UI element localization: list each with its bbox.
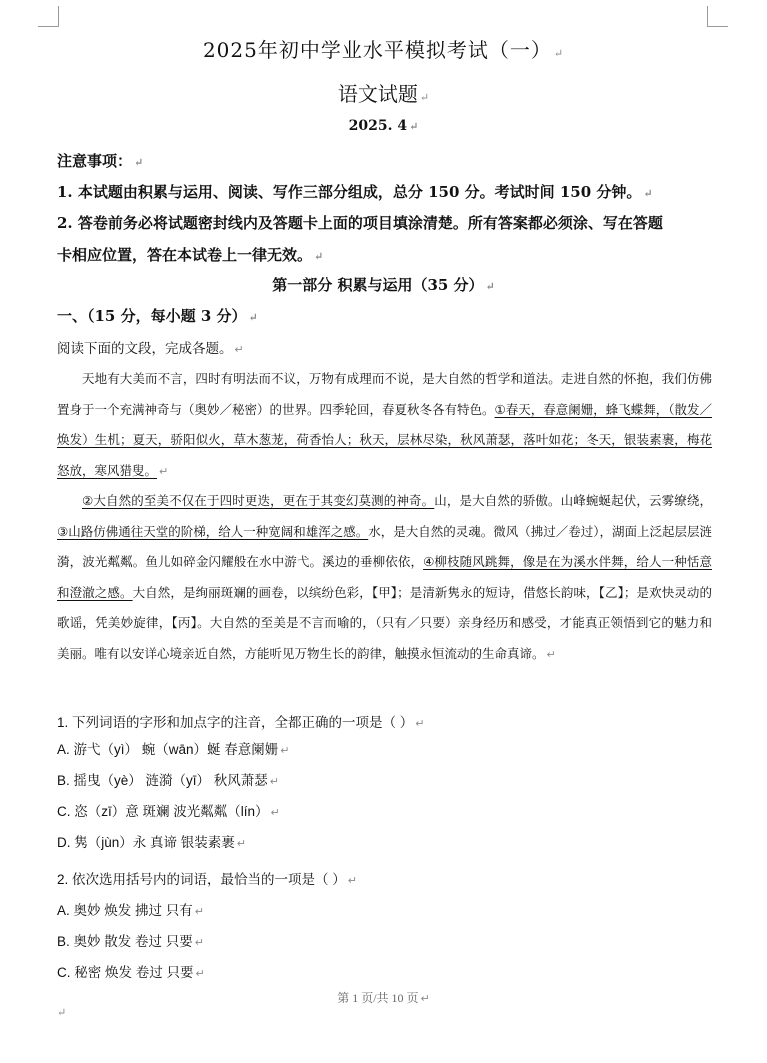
underlined-sentence-4: ④柳枝随风跳舞，像是在为溪水伴舞，给人一种恬意和澄澈之感。 (57, 554, 712, 600)
question-1-option-b: B. 摇曳（yè） 涟漪（yī） 秋风萧瑟 ↵ (57, 773, 279, 788)
section-heading: 一、（15 分，每小题 3 分） ↵ (57, 307, 258, 325)
passage-text: 水，是大自然的灵魂。微风（拂过／卷过），湖面上泛起层层涟漪，波光粼粼。鱼儿如碎金闪耀般在水中游弋。溪边的垂柳依依， (57, 523, 712, 569)
notice-item-1: 1. 本试题由积累与运用、阅读、写作三部分组成，总分 150 分。考试时间 150 分钟。 ↵ (57, 183, 653, 201)
reading-instruction: 阅读下面的文段，完成各题。 ↵ (57, 341, 244, 356)
underlined-sentence-3: ③山路仿佛通往天堂的阶梯，给人一种宽阔和雄浑之感。 (57, 523, 369, 539)
exam-subtitle: 语文试题 ↵ (337, 82, 430, 106)
question-2-option-b: B. 奥妙 散发 卷过 只要 ↵ (57, 934, 204, 949)
notice-heading: 注意事项： ↵ (57, 152, 144, 170)
notice-item-2-line-2: 卡相应位置，答在本试卷上一律无效。 ↵ (57, 246, 324, 264)
question-1-option-c: C. 恣（zī）意 斑斓 波光粼粼（lín） ↵ (57, 804, 280, 819)
question-1-option-d: D. 隽（jùn）永 真谛 银装素裹 ↵ (57, 835, 246, 850)
page-footer: 第 1 页/共 10 页 ↵ (337, 991, 430, 1005)
question-1-option-a: A. 游弋（yì） 蜿（wān）蜒 春意阑姗 ↵ (57, 742, 290, 757)
passage-text: 山，是大自然的骄傲。山峰蜿蜒起伏，云雾缭绕， (434, 493, 712, 508)
part-heading: 第一部分 积累与运用（35 分） ↵ (272, 276, 495, 294)
crop-mark-top-right (707, 6, 728, 27)
passage-text: 大自然，是绚丽斑斓的画卷，以缤纷色彩，【甲】；是清新隽永的短诗，借悠长韵味，【乙】；是欢快灵动的歌谣，凭美妙旋律，【丙】。大自然的至美是不言而喻的，（只有／只要）亲身经历和感受，才能真正领悟到它的魅力和美丽。唯有以安详心境亲近自然，方能听见万物生长的韵律，触摸永恒流动的生命真谛。 (57, 584, 712, 661)
crop-mark-top-left (38, 6, 59, 27)
question-2-option-c: C. 秘密 焕发 卷过 只要 ↵ (57, 965, 205, 980)
question-2-option-a: A. 奥妙 焕发 拂过 只有 ↵ (57, 903, 204, 918)
end-paragraph-mark: ↵ (57, 1006, 67, 1019)
underlined-sentence-1: ①春天，春意阑姗，蜂飞蝶舞，（散发／焕发）生机；夏天，骄阳似火，草木葱茏，荷香怡人；秋天，层林尽染，秋风萧瑟，落叶如花；冬天，银装素裹，梅花怒放，寒风猎叟。 (57, 401, 712, 478)
passage-paragraph-2: ②大自然的至美不仅在于四时更迭，更在于其变幻莫测的神奇。山，是大自然的骄傲。山峰蜿蜒起伏，云雾缭绕，③山路仿佛通往天堂的阶梯，给人一种宽阔和雄浑之感。水，是大自然的灵魂。微风（拂过／卷过），湖面上泛起层层涟漪，波光粼粼。鱼儿如碎金闪耀般在水中游弋。溪边的垂柳依依，④柳枝随风跳舞，像是在为溪水伴舞，给人一种恬意和澄澈之感。大自然，是绚丽斑斓的画卷，以缤纷色彩，【甲】；是清新隽永的短诗，借悠长韵味，【乙】；是欢快灵动的歌谣，凭美妙旋律，【丙】。大自然的至美是不言而喻的，（只有／只要）亲身经历和感受，才能真正领悟到它的魅力和美丽。唯有以安详心境亲近自然，方能听见万物生长的韵律，触摸永恒流动的生命真谛。 ↵ (57, 493, 712, 661)
passage-text: 天地有大美而不言，四时有明法而不议，万物有成理而不说，是大自然的哲学和道法。走进自然的怀抱，我们仿佛置身于一个充满神奇与（奥妙／秘密）的世界。四季轮回，春夏秋冬各有特色。 (57, 371, 712, 417)
exam-title: 2025年初中学业水平模拟考试（一） ↵ (202, 38, 565, 62)
notice-item-2-line-1: 2. 答卷前务必将试题密封线内及答题卡上面的项目填涂清楚。所有答案都必须涂、写在答题 (57, 214, 663, 232)
passage-paragraph-1: 天地有大美而不言，四时有明法而不议，万物有成理而不说，是大自然的哲学和道法。走进自然的怀抱，我们仿佛置身于一个充满神奇与（奥妙／秘密）的世界。四季轮回，春夏秋冬各有特色。①春天，春意阑姗，蜂飞蝶舞，（散发／焕发）生机；夏天，骄阳似火，草木葱茏，荷香怡人；秋天，层林尽染，秋风萧瑟，落叶如花；冬天，银装素裹，梅花怒放，寒风猎叟。 ↵ (57, 371, 712, 478)
question-2: 2. 依次选用括号内的词语，最恰当的一项是（ ） ↵ (57, 872, 357, 887)
underlined-sentence-2: ②大自然的至美不仅在于四时更迭，更在于其变幻莫测的神奇。 (82, 493, 435, 508)
exam-date: 2025. 4 ↵ (348, 118, 419, 134)
question-1: 1. 下列词语的字形和加点字的注音，全都正确的一项是（ ） ↵ (57, 715, 425, 730)
